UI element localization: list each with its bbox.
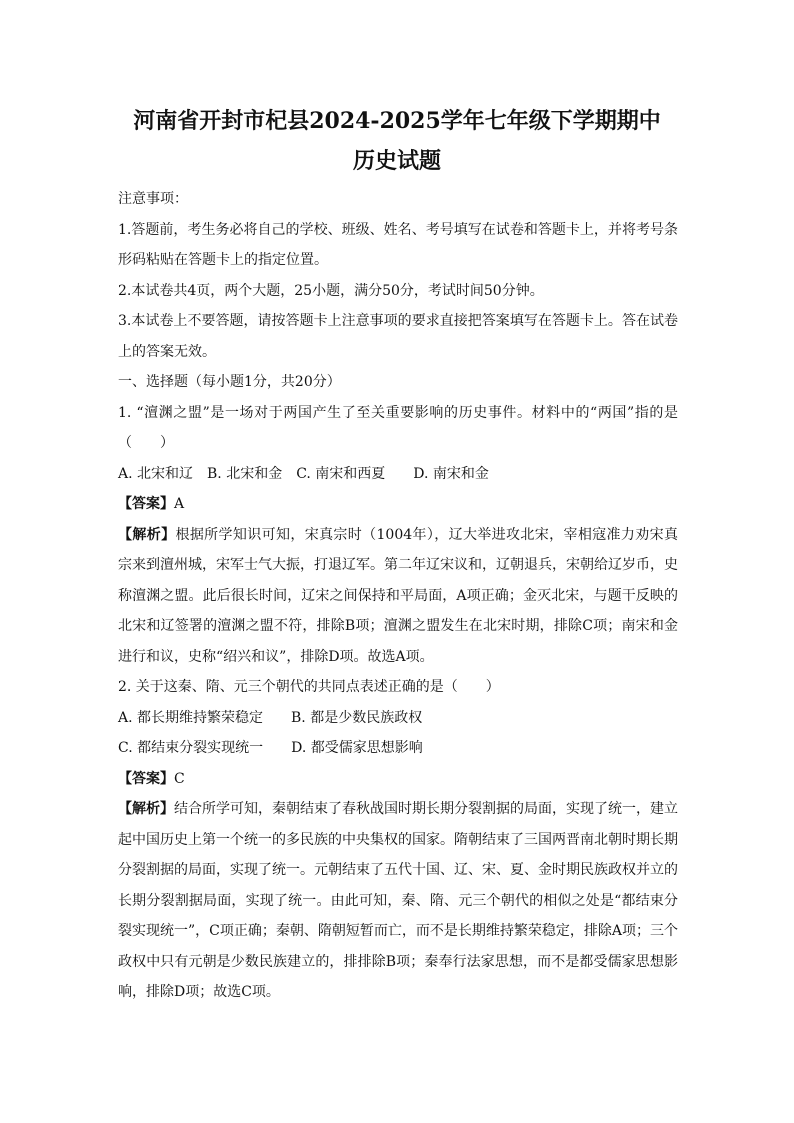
question-1-answer <box>118 489 678 520</box>
answer-value: C <box>174 770 185 787</box>
notice-heading: 注意事项： <box>118 191 188 207</box>
notice-item-2: 2.本试卷共4页，两个大题，25小题，满分50分，考试时间50分钟。 <box>118 282 544 299</box>
answer-tag: 【答案】 <box>118 496 174 512</box>
exam-title: 河南省开封市杞县2024-2025学年七年级下学期期中 <box>133 108 661 134</box>
analysis-text: 根据所学知识可知，宋真宗时（1004年），辽大举进攻北宋，宰相寇准力劝宋真宗来到澶州城，宋军士气大振，打退辽军。第二年辽宋议和，辽朝退兵，宋朝给辽岁币，史称澶渊之盟。此后很长时间，辽宋之间保持和平局面，A项正确；金灭北宋，与题干反映的北宋和辽签署的澶渊之盟不符，排除B项；澶渊之盟发生在北宋时期，排除C项；南宋和金进行和议，史称“绍兴和议”，排除D项。故选A项。 <box>118 526 678 665</box>
question-1-analysis <box>118 520 678 673</box>
question-2-analysis <box>118 794 678 1008</box>
question-2-answer <box>118 764 678 795</box>
question-1-options: A. 北宋和辽 B. 北宋和金 C. 南宋和西夏 D. 南宋和金 <box>118 465 489 482</box>
question-2-options-1: A. 都长期维持繁荣稳定 B. 都是少数民族政权 <box>118 709 423 726</box>
analysis-tag: 【解析】 <box>118 801 174 817</box>
analysis-tag: 【解析】 <box>118 526 176 543</box>
notice-item-1: 1.答题前，考生务必将自己的学校、班级、姓名、考号填写在试卷和答题卡上，并将考号条形码粘贴在答题卡上的指定位置。 <box>118 221 678 268</box>
exam-content <box>118 184 678 1008</box>
section-heading: 一、选择题（每小题1分，共20分） <box>118 374 341 390</box>
question-2-stem: 2. 关于这秦、隋、元三个朝代的共同点表述正确的是（ ） <box>118 679 500 695</box>
exam-subtitle: 历史试题 <box>352 148 441 174</box>
answer-tag: 【答案】 <box>118 770 174 787</box>
answer-value: A <box>174 496 185 512</box>
question-1-stem: 1. “澶渊之盟”是一场对于两国产生了至关重要影响的历史事件。材料中的“两国”指的是（ ） <box>118 404 678 451</box>
question-2-options-2: C. 都结束分裂实现统一 D. 都受儒家思想影响 <box>118 740 423 756</box>
notice-item-3: 3.本试卷上不要答题，请按答题卡上注意事项的要求直接把答案填写在答题卡上。答在试卷上的答案无效。 <box>118 313 678 360</box>
analysis-text: 结合所学可知，秦朝结束了春秋战国时期长期分裂割据的局面，实现了统一，建立起中国历史上第一个统一的多民族的中央集权的国家。隋朝结束了三国两晋南北朝时期长期分裂割据的局面，实现了统一。元朝结束了五代十国、辽、宋、夏、金时期民族政权并立的长期分裂割据局面，实现了统一。由此可知，秦、隋、元三个朝代的相似之处是“都结束分裂实现统一”，C项正确；秦朝、隋朝短暂而亡，而不是长期维持繁荣稳定，排除A项；三个政权中只有元朝是少数民族建立的，排排除B项；秦奉行法家思想，而不是都受儒家思想影响，排除D项；故选C项。 <box>118 801 678 1000</box>
